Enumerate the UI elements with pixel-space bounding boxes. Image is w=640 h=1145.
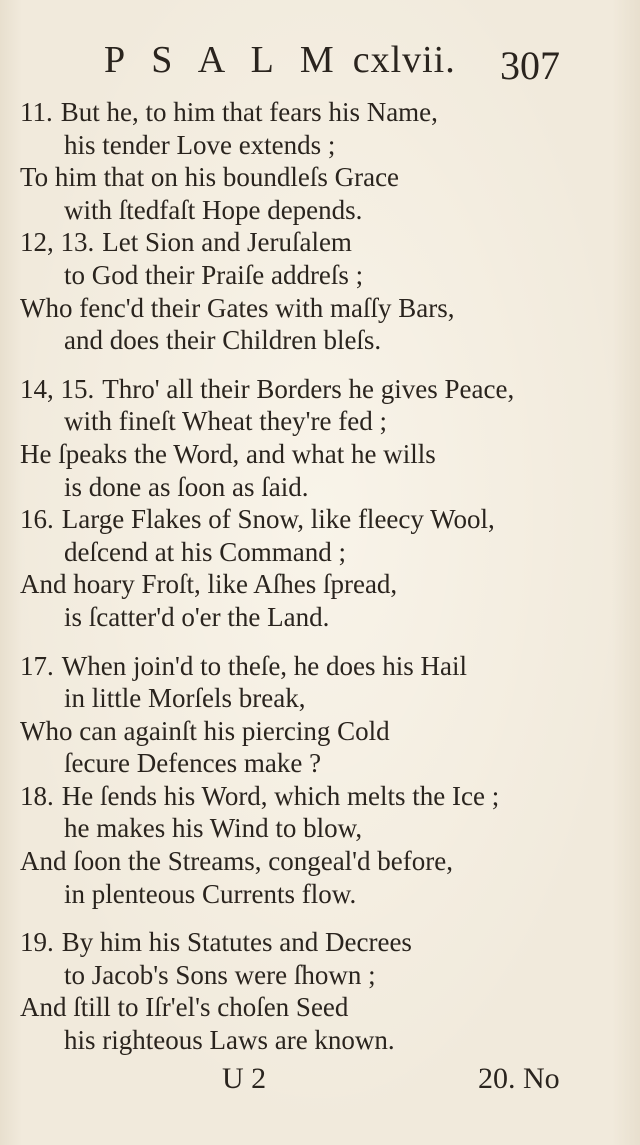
running-title-number: cxlvii. xyxy=(352,39,456,81)
verse-line-text: Thro' all their Borders he gives Peace, xyxy=(102,373,515,404)
verse-line: And hoary Froſt, like Aſhes ſpread, xyxy=(20,569,398,600)
verse-number: 19. xyxy=(20,927,54,958)
stanza-gap xyxy=(0,357,640,373)
stanza xyxy=(0,650,640,911)
verse-line: deſcend at his Command ; xyxy=(64,536,346,567)
verse-line xyxy=(0,373,640,406)
verse-line: with ſtedfaſt Hope depends. xyxy=(64,194,363,225)
verse-line: his tender Love extends ; xyxy=(64,129,336,160)
page-header xyxy=(0,34,640,90)
verse-line xyxy=(0,226,640,259)
verse-text xyxy=(0,96,640,1057)
verse-line: ſecure Defences make ? xyxy=(64,748,322,779)
verse-line-text: Large Flakes of Snow, like fleecy Wool, xyxy=(61,504,495,535)
page-footer xyxy=(0,1062,640,1106)
verse-line-text: By him his Statutes and Decrees xyxy=(61,927,412,958)
verse-line: with fineſt Wheat they're fed ; xyxy=(64,406,387,437)
verse-line: his righteous Laws are known. xyxy=(64,1025,395,1056)
verse-number: 11. xyxy=(20,97,53,127)
verse-number: 17. xyxy=(20,650,54,681)
verse-line-text: When join'd to theſe, he does his Hail xyxy=(61,650,468,681)
verse-line: he makes his Wind to blow, xyxy=(64,813,363,844)
verse-line: To him that on his boundleſs Grace xyxy=(20,162,400,193)
verse-line-text: He ſends his Word, which melts the Ice ; xyxy=(61,780,500,811)
verse-line xyxy=(0,926,640,959)
verse-number: 16. xyxy=(20,504,54,535)
verse-number: 12, 13. xyxy=(20,227,95,258)
verse-line xyxy=(0,780,640,813)
verse-line: And ſtill to Iſr'el's choſen Seed xyxy=(20,992,349,1023)
verse-line xyxy=(0,503,640,536)
verse-number: 18. xyxy=(20,780,54,811)
running-title-psalm: P S A L M xyxy=(104,39,343,81)
stanza xyxy=(0,96,640,357)
verse-line: He ſpeaks the Word, and what he wills xyxy=(20,438,436,469)
verse-number: 14, 15. xyxy=(20,373,95,404)
catchword: 20. No xyxy=(478,1062,560,1095)
verse-line-text: But he, to him that fears his Name, xyxy=(60,97,438,127)
verse-line: in plenteous Currents flow. xyxy=(64,878,357,909)
verse-line: and does their Children bleſs. xyxy=(64,325,382,356)
stanza xyxy=(0,926,640,1056)
verse-line: Who fenc'd their Gates with maſſy Bars, xyxy=(20,292,455,323)
verse-line: is ſcatter'd o'er the Land. xyxy=(64,601,330,632)
verse-line: Who can againſt his piercing Cold xyxy=(20,715,390,746)
signature-mark: U 2 xyxy=(222,1062,267,1095)
running-title xyxy=(104,38,456,82)
verse-line: to Jacob's Sons were ſhown ; xyxy=(64,959,376,990)
verse-line: to God their Praiſe addreſs ; xyxy=(64,259,364,290)
stanza xyxy=(0,373,640,634)
verse-line: in little Morſels break, xyxy=(64,683,306,714)
verse-line: And ſoon the Streams, congeal'd before, xyxy=(20,846,453,877)
verse-line-text: Let Sion and Jeruſalem xyxy=(102,227,352,258)
stanza-gap xyxy=(0,634,640,650)
verse-line xyxy=(0,96,640,129)
verse-line xyxy=(0,650,640,683)
verse-line: is done as ſoon as ſaid. xyxy=(64,471,309,502)
page-number: 307 xyxy=(500,43,560,88)
stanza-gap xyxy=(0,910,640,926)
